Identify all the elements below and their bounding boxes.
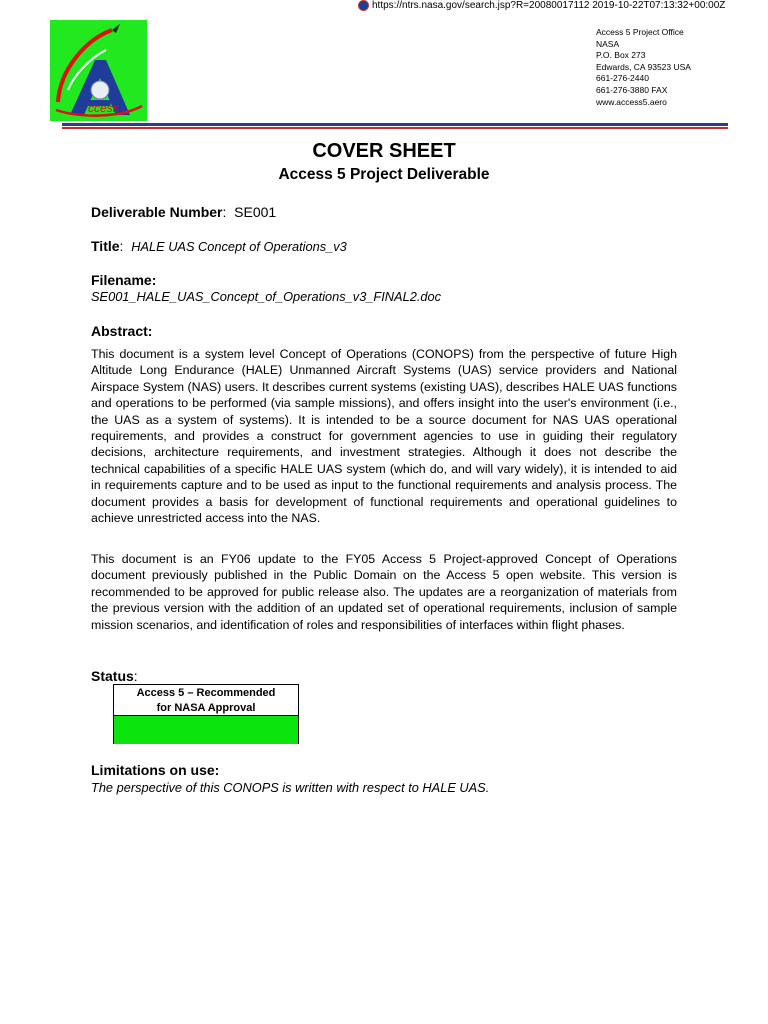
address-line: 661-276-2440 [596,73,649,84]
title-field: Title: HALE UAS Concept of Operations_v3 [91,238,347,254]
address-line: Edwards, CA 93523 USA [596,61,691,72]
status-label: Status [91,668,134,684]
title-label: Title [91,238,120,254]
deliverable-number-field: Deliverable Number: SE001 [91,204,277,220]
limitations-label: Limitations on use: [91,762,220,778]
address-line: Access 5 Project Office [596,27,684,37]
address-line: NASA [596,38,620,49]
status-line-2: for NASA Approval [156,702,256,714]
status-heading: Status: [91,668,138,684]
status-color-indicator [114,716,298,744]
address-line: 661-276-3880 FAX [596,84,668,95]
filename-value: SE001_HALE_UAS_Concept_of_Operations_v3_FINAL2.doc [91,289,442,304]
address-line: P.O. Box 273 [596,50,646,61]
nasa-meatball-icon [358,0,369,11]
access5-logo [50,20,147,121]
page-title: COVER SHEET [312,140,456,162]
header-rule-blue [62,123,728,126]
abstract-label: Abstract: [91,323,153,339]
abstract-paragraph-1: This document is a system level Concept of Operations (CONOPS) from the perspective of future High Altitude Long Endurance (HALE) Unmanned Aircraft Systems (UAS) service providers and National Airspace System (NAS) users. It describes current systems (existing UAS), describes HALE UAS functions and operations to be performed (via sample missions), and offers insight into the user's environment (i.e., the UAS as a system of systems). It is intended to be a source document for NAS UAS operational requirements, and provides a construct for government agencies to use in guiding their regulatory decisions, architecture requirements, and investment strategies. Although it does not describe the technical capabilities of a specific HALE UAS system (which do, and will vary widely), it is intended to aid in requirements capture and to be used as input to the functional requirements and analysis process. The document provides a basis for development of functional requirements and operational guidelines to achieve unrestricted access into the NAS. [91,347,677,526]
access5-logo-graphic [50,20,147,121]
deliverable-number-value: SE001 [234,204,277,220]
page-subtitle: Access 5 Project Deliverable [278,166,490,183]
source-url-line [358,0,725,11]
project-office-address [596,27,691,108]
limitations-value: The perspective of this CONOPS is written with respect to HALE UAS. [91,780,490,795]
filename-field [91,272,441,304]
title-value: HALE UAS Concept of Operations_v3 [131,239,347,254]
filename-label: Filename: [91,272,157,288]
header-rule-red [62,127,728,129]
source-url-text: https://ntrs.nasa.gov/search.jsp?R=20080017112 2019-10-22T07:13:32+00:00Z [372,0,726,11]
deliverable-number-label: Deliverable Number [91,204,223,220]
address-website: www.access5.aero [596,96,667,107]
status-text [114,685,298,716]
logo-lettering: ccess [88,101,119,115]
status-line-1: Access 5 – Recommended [136,687,276,699]
status-box [113,684,299,744]
abstract-paragraph-2: This document is an FY06 update to the FY05 Access 5 Project-approved Concept of Operations document previously published in the Public Domain on the Access 5 open website. This version is recommended to be approved for public release also. The updates are a reorganization of materials from the previous version with the addition of an updated set of operational requirements, inclusion of sample mission scenarios, and identification of roles and responsibilities of interfaces within flight phases. [91,552,677,632]
